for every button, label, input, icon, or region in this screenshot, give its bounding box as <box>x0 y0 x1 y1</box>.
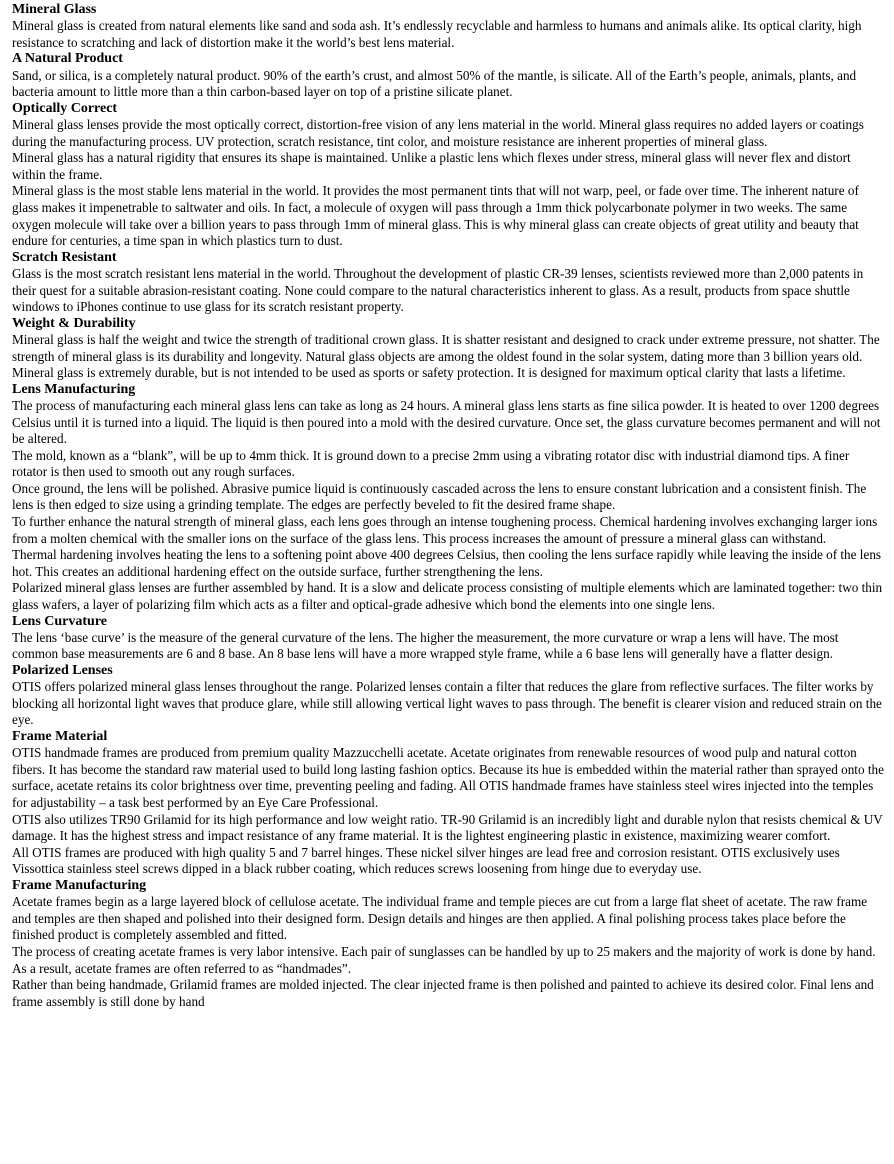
paragraph: To further enhance the natural strength of mineral glass, each lens goes through an intense toughening process. Chemical hardening involves exchanging larger ions from a molten chemical with the smaller ions on the surface of the glass lens. This process increases the amount of pressure a mineral glass can withstand. <box>12 514 878 546</box>
section-heading: Lens Manufacturing <box>12 381 136 397</box>
paragraph: Glass is the most scratch resistant lens material in the world. Throughout the development of plastic CR-39 lenses, scientists reviewed more than 2,000 patents in their quest for a suitable abrasion-resistant coating. None could compare to the natural characteristics inherent to glass. As a result, products from space shuttle windows to iPhones continue to use glass for its scratch resistant property. <box>12 265 864 315</box>
paragraph: All OTIS frames are produced with high quality 5 and 7 barrel hinges. These nickel silver hinges are lead free and corrosion resistant. OTIS exclusively uses Vissottica stainless steel screws dipped in a black rubber coating, which reduces screws loosening from hinge due to everyday use. <box>12 844 840 877</box>
section-heading: Polarized Lenses <box>12 663 113 679</box>
paragraph: The process of manufacturing each mineral glass lens can take as long as 24 hours. A mineral glass lens starts as fine silica powder. It is heated to over 1200 degrees Celsius until it is turned into a liquid. The liquid is then poured into a mold with the desired curvature. Once set, the glass curvature becomes permanent and will not be altered. <box>12 397 881 447</box>
section-heading: Mineral Glass <box>12 2 97 17</box>
section-heading: Frame Material <box>12 729 108 744</box>
section-heading: Optically Correct <box>12 100 118 116</box>
paragraph: OTIS handmade frames are produced from premium quality Mazzucchelli acetate. Acetate originates from renewable resources of wood pulp and natural cotton fibers. It has become the standard raw material used to build long lasting fashion optics. Because its hue is embedded within the material rather than sprayed onto the surface, acetate retains its color brightness over time, preventing peeling and fading. All OTIS handmade frames have stainless steel wires injected into the temples for adjustability – a task best performed by an Eye Care Professional. <box>12 745 884 810</box>
section-heading: Lens Curvature <box>12 613 108 629</box>
paragraph: The mold, known as a “blank”, will be up to 4mm thick. It is ground down to a precise 2mm using a vibrating rotator disc with industrial diamond tips. A finer rotator is then used to smooth out any rough surfaces. <box>12 447 850 480</box>
paragraph: OTIS also utilizes TR90 Grilamid for its high performance and low weight ratio. TR-90 Grilamid is an incredibly light and durable nylon that resists chemical & UV damage. It has the highest stress and impact resistance of any frame material. It is the lightest engineering plastic in existence, maximizing wearer comfort. <box>12 811 883 844</box>
section-heading: A Natural Product <box>12 51 123 67</box>
section-heading: Frame Manufacturing <box>12 877 147 893</box>
paragraph: Mineral glass lenses provide the most optically correct, distortion-free vision of any lens material in the world. Mineral glass requires no added layers or coatings during the manufacturing process. UV protection, scratch resistance, tint color, and moisture resistance are inherent properties of mineral glass. <box>12 116 864 149</box>
paragraph: The lens ‘base curve’ is the measure of the general curvature of the lens. The higher the measurement, the more curvature or wrap a lens will have. The most common base measurements are 6 and 8 base. An 8 base lens will have a more wrapped style frame, while a 6 base lens will generally have a flatter design. <box>12 629 839 662</box>
paragraph: Mineral glass is the most stable lens material in the world. It provides the most permanent tints that will not warp, peel, or fade over time. The inherent nature of glass makes it impenetrable to saltwater and oils. In fact, a molecule of oxygen will pass through a 1mm thick polycarbonate polymer in two weeks. The same oxygen molecule will take over a billion years to pass through 1mm of mineral glass. This is why mineral glass can create objects of great utility and beauty that endure for centuries, a time span in which plastics turn to dust. <box>12 183 859 249</box>
paragraph: OTIS offers polarized mineral glass lenses throughout the range. Polarized lenses contain a filter that reduces the glare from reflective surfaces. The filter works by blocking all horizontal light waves that produce glare, while still allowing vertical light waves to pass through. The benefit is clearer vision and reduced strain on the eye. <box>12 679 882 728</box>
section-heading: Scratch Resistant <box>12 249 117 265</box>
paragraph: The process of creating acetate frames is very labor intensive. Each pair of sunglasses can be handled by up to 25 makers and the majority of work is done by hand. As a result, acetate frames are often referred to as “handmades”. <box>12 943 876 976</box>
paragraph: Once ground, the lens will be polished. Abrasive pumice liquid is continuously cascaded across the lens to ensure constant lubrication and a consistent finish. The lens is then edged to size using a grinding template. The edges are perfectly beveled to fit the desired frame shape. <box>12 480 867 513</box>
paragraph: Mineral glass has a natural rigidity that ensures its shape is maintained. Unlike a plastic lens which flexes under stress, mineral glass will never flex and distort within the frame. <box>12 150 851 182</box>
paragraph: Mineral glass is half the weight and twice the strength of traditional crown glass. It is shatter resistant and designed to crack under extreme pressure, not shatter. The strength of mineral glass is its durability and longevity. Natural glass objects are among the oldest found in the solar system, dating more than 3 billion years old. Mineral glass is extremely durable, but is not intended to be used as sports or safety protection. It is designed for maximum optical clarity that lasts a lifetime. <box>12 331 880 381</box>
paragraph: Mineral glass is created from natural elements like sand and soda ash. It’s endlessly recyclable and harmless to humans and animals alike. Its optical clarity, high resistance to scratching and lack of distortion make it the world’s best lens material. <box>12 18 862 50</box>
paragraph: Polarized mineral glass lenses are further assembled by hand. It is a slow and delicate process consisting of multiple elements which are laminated together: two thin glass wafers, a layer of polarizing film which acts as a filter and optical-grade adhesive which bond the elements into one single lens. <box>12 580 883 613</box>
paragraph: Sand, or silica, is a completely natural product. 90% of the earth’s crust, and almost 50% of the mantle, is silicate. All of the Earth’s people, animals, plants, and bacteria amount to little more than a thin carbon-based layer on top of a pristine silicate planet. <box>12 67 857 100</box>
paragraph: Thermal hardening involves heating the lens to a softening point above 400 degrees Celsius, then cooling the lens surface rapidly while leaving the inside of the lens hot. This creates an additional hardening effect on the outside surface, further strengthening the lens. <box>12 547 882 579</box>
paragraph: Acetate frames begin as a large layered block of cellulose acetate. The individual frame and temple pieces are cut from a large flat sheet of acetate. The raw frame and temples are then shaped and polished into their designed form. Design details and hinges are then applied. A final polishing process takes place before the finished product is completely assembled and fitted. <box>12 894 868 943</box>
paragraph: Rather than being handmade, Grilamid frames are molded injected. The clear injected frame is then polished and painted to achieve its desired color. Final lens and frame assembly is still done by hand <box>12 977 874 1009</box>
section-heading: Weight & Durability <box>12 315 136 331</box>
